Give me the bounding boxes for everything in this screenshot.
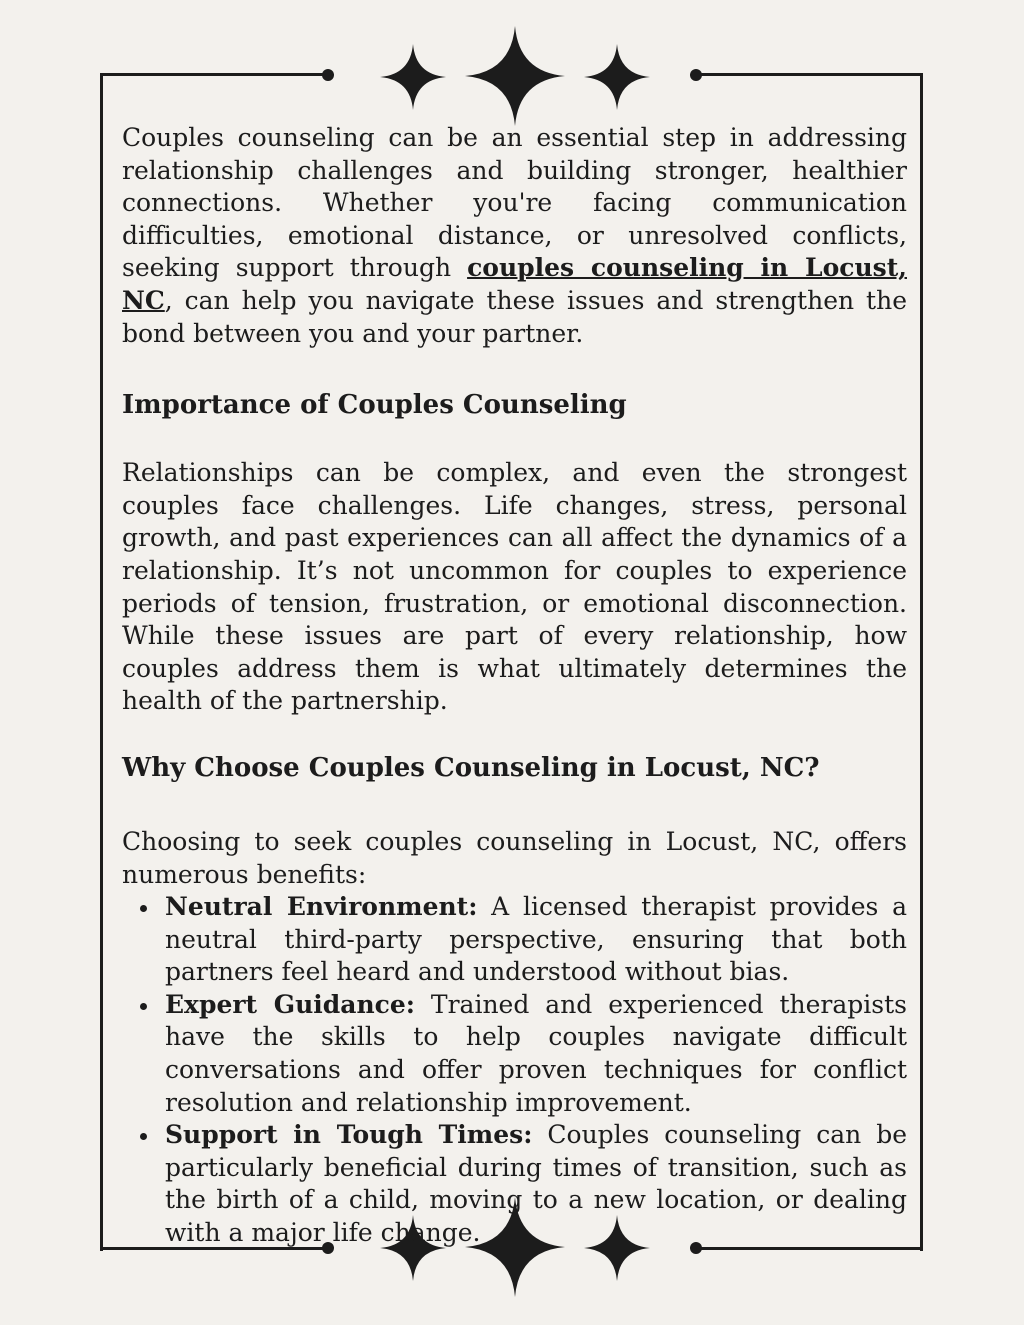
benefits-list — [122, 891, 907, 1250]
benefit-text: Trained and experienced therapists have the skills to help couples navigate difficult conversations and offer proven techniques for conflict resolution and relationship improvement. — [165, 989, 907, 1117]
frame-top-right-line — [696, 73, 923, 76]
frame-left-line — [100, 73, 103, 1251]
frame-top-left-dot — [322, 69, 334, 81]
frame-top-left-line — [100, 73, 328, 76]
frame-top-right-dot — [690, 69, 702, 81]
why-choose-intro: Choosing to seek couples counseling in Locust, NC, offers numerous benefits: — [122, 826, 907, 889]
section-heading-importance: Importance of Couples Counseling — [122, 390, 627, 421]
benefit-title: Support in Tough Times: — [165, 1120, 533, 1150]
intro-text: Couples counseling can be an essential step in addressing relationship challenges and building stronger, healthier connections. Whether you're facing communication difficulties, emotional distance, or unresolved conflicts, seeking support through — [122, 123, 907, 283]
benefit-title: Neutral Environment: — [165, 892, 478, 922]
list-item — [165, 989, 907, 1119]
benefit-title: Expert Guidance: — [165, 989, 415, 1019]
benefit-text: A licensed therapist provides a neutral third-party perspective, ensuring that both partners feel heard and understood without bias. — [165, 892, 908, 987]
counseling-link[interactable]: couples counseling in Locust, NC — [122, 253, 907, 315]
frame-right-line — [920, 73, 923, 1251]
importance-paragraph: Relationships can be complex, and even the strongest couples face challenges. Life changes, stress, personal growth, and past experiences can all affect the dynamics of a relationship. It’s not uncommon for couples to experience periods of tension, frustration, or emotional disconnection. While these issues are part of every relationship, how couples address them is what ultimately determines the health of the partnership. — [122, 458, 907, 716]
section-heading-why-choose: Why Choose Couples Counseling in Locust, NC? — [122, 752, 820, 783]
article-body — [122, 122, 907, 1250]
intro-text-end: , can help you navigate these issues and strengthen the bond between you and your partner. — [122, 285, 907, 348]
star-icon — [465, 26, 565, 126]
star-icon — [380, 44, 446, 110]
intro-paragraph — [122, 122, 907, 350]
list-item — [165, 1119, 907, 1249]
star-icon — [584, 44, 650, 110]
benefit-text: Couples counseling can be particularly beneficial during times of transition, such as the birth of a child, moving to a new location, or dealing with a major life change. — [165, 1120, 907, 1248]
list-item — [165, 891, 907, 989]
